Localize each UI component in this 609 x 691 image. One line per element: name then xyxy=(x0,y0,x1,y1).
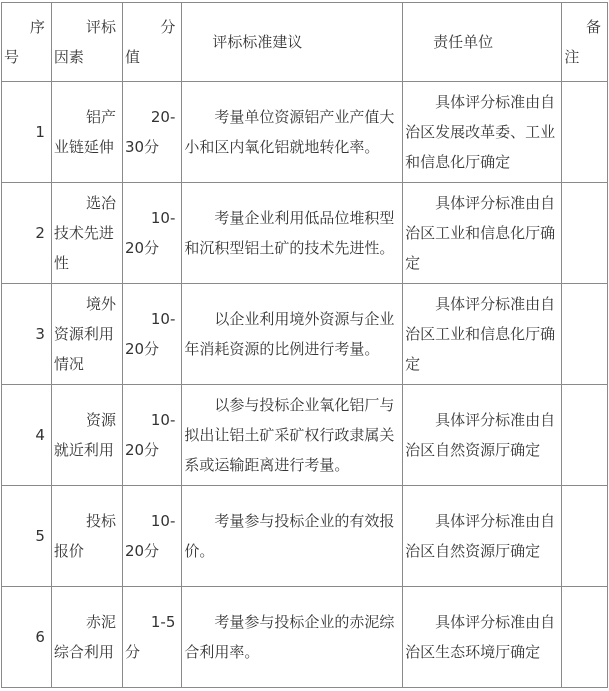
row-remark xyxy=(562,587,608,688)
header-remark: 备 注 xyxy=(562,3,608,82)
table-row xyxy=(2,587,608,688)
row-number: 4 xyxy=(2,385,52,486)
row-score: 20- 30分 xyxy=(122,82,181,183)
row-standard: 考量参与投标企业的有效报价。 xyxy=(182,486,403,587)
row-factor: 铝产 业链延伸 xyxy=(51,82,122,183)
row-number: 5 xyxy=(2,486,52,587)
row-score: 10- 20分 xyxy=(122,284,181,385)
row-unit: 具体评分标准由自治区自然资源厅确定 xyxy=(403,486,562,587)
row-number: 2 xyxy=(2,183,52,284)
row-standard: 考量单位资源铝产业产值大小和区内氧化铝就地转化率。 xyxy=(182,82,403,183)
row-remark xyxy=(562,284,608,385)
table-row xyxy=(2,385,608,486)
header-score: 分 值 xyxy=(122,3,181,82)
table-row xyxy=(2,486,608,587)
row-remark xyxy=(562,486,608,587)
row-score: 10- 20分 xyxy=(122,183,181,284)
table-row xyxy=(2,284,608,385)
row-unit: 具体评分标准由自治区自然资源厅确定 xyxy=(403,385,562,486)
row-factor: 投标 报价 xyxy=(51,486,122,587)
row-factor: 资源 就近利用 xyxy=(51,385,122,486)
table-row xyxy=(2,183,608,284)
row-number: 3 xyxy=(2,284,52,385)
table-row xyxy=(2,82,608,183)
row-factor: 赤泥 综合利用 xyxy=(51,587,122,688)
row-standard: 考量企业利用低品位堆积型和沉积型铝土矿的技术先进性。 xyxy=(182,183,403,284)
row-number: 6 xyxy=(2,587,52,688)
row-standard: 以企业利用境外资源与企业年消耗资源的比例进行考量。 xyxy=(182,284,403,385)
header-factor: 评标 因素 xyxy=(51,3,122,82)
row-remark xyxy=(562,82,608,183)
header-unit: 责任单位 xyxy=(403,3,562,82)
row-score: 10- 20分 xyxy=(122,385,181,486)
header-seq: 序 号 xyxy=(2,3,52,82)
row-number: 1 xyxy=(2,82,52,183)
row-standard: 考量参与投标企业的赤泥综合利用率。 xyxy=(182,587,403,688)
row-unit: 具体评分标准由自治区工业和信息化厅确定 xyxy=(403,284,562,385)
row-remark xyxy=(562,183,608,284)
row-unit: 具体评分标准由自治区发展改革委、工业和信息化厅确定 xyxy=(403,82,562,183)
row-remark xyxy=(562,385,608,486)
row-unit: 具体评分标准由自治区生态环境厅确定 xyxy=(403,587,562,688)
row-score: 1-5 分 xyxy=(122,587,181,688)
evaluation-table xyxy=(1,2,608,688)
row-factor: 境外 资源利用情况 xyxy=(51,284,122,385)
row-factor: 选冶 技术先进性 xyxy=(51,183,122,284)
row-standard: 以参与投标企业氧化铝厂与拟出让铝土矿采矿权行政隶属关系或运输距离进行考量。 xyxy=(182,385,403,486)
row-unit: 具体评分标准由自治区工业和信息化厅确定 xyxy=(403,183,562,284)
header-standard: 评标标准建议 xyxy=(182,3,403,82)
row-score: 10- 20分 xyxy=(122,486,181,587)
table-header-row xyxy=(2,3,608,82)
